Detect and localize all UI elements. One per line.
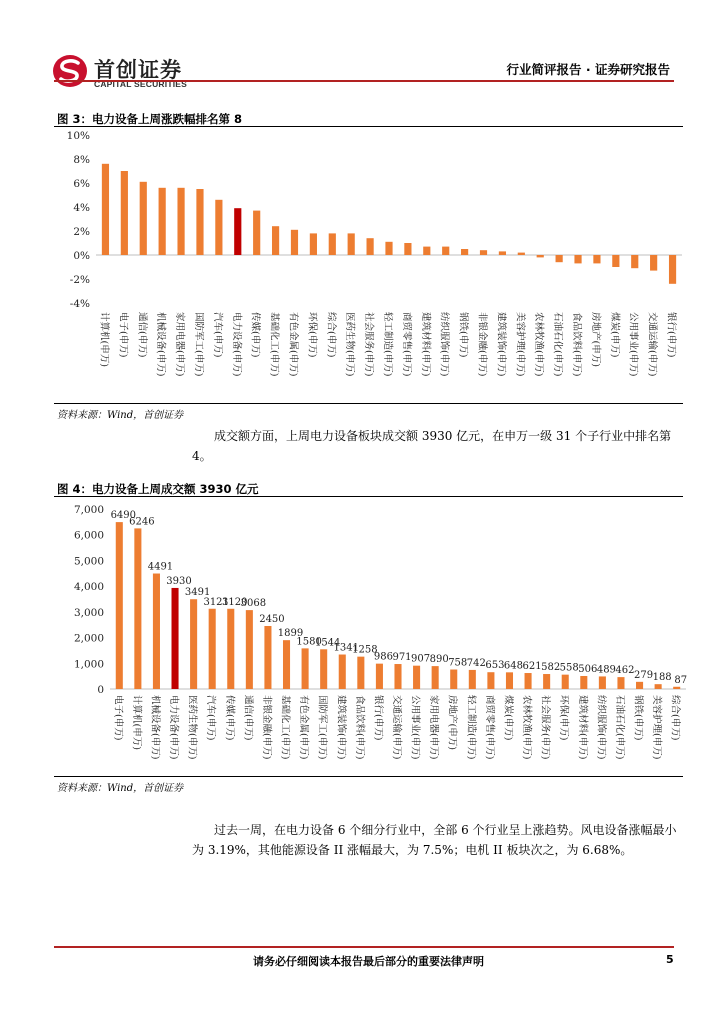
bar (394, 664, 401, 689)
category-label: 机械设备(申万) (149, 695, 161, 760)
data-label: 6490 (110, 510, 137, 522)
figure4-bottom-rule (54, 776, 683, 777)
category-label: 计算机(申万) (130, 695, 142, 750)
category-label: 通信(申万) (136, 312, 148, 358)
brand-name: 首创证券 (94, 58, 182, 82)
category-label: 商贸零售(申万) (400, 312, 412, 377)
bar (562, 675, 569, 689)
category-label: 电子(申万) (112, 695, 124, 741)
brand-sub: CAPITAL SECURITIES (94, 79, 188, 89)
category-label: 建筑材料(申万) (419, 312, 431, 377)
bar (357, 657, 364, 689)
bar (190, 599, 197, 689)
category-label: 食品饮料(申万) (571, 312, 583, 377)
category-label: 公用事业(申万) (627, 312, 639, 377)
bar (537, 255, 544, 257)
data-label: 971 (392, 652, 412, 664)
bar (291, 230, 298, 255)
bar (339, 655, 346, 689)
category-label: 环保(申万) (306, 312, 318, 358)
bar (469, 670, 476, 689)
category-label: 钢铁(申万) (632, 695, 644, 741)
bar (636, 682, 643, 689)
category-label: 汽车(申万) (211, 312, 223, 358)
data-label: 1544 (314, 637, 341, 649)
page-number: 5 (666, 953, 674, 966)
figure3-title: 图 3：电力设备上周涨跌幅排名第 8 (57, 112, 243, 126)
figure3-chart (54, 126, 684, 404)
category-label: 银行(申万) (665, 312, 677, 358)
y-tick-label: 8% (73, 154, 90, 166)
category-label: 房地产(申万) (589, 312, 601, 367)
data-label: 3930 (166, 575, 192, 587)
category-label: 有色金属(申万) (287, 312, 299, 377)
y-tick-label: 5,000 (73, 555, 104, 568)
category-label: 机械设备(申万) (155, 312, 167, 377)
category-label: 传媒(申万) (249, 312, 261, 358)
data-label: 582 (541, 662, 561, 674)
bar (348, 233, 355, 255)
bar (432, 666, 439, 689)
category-label: 电力设备(申万) (168, 695, 180, 760)
bar (116, 522, 123, 689)
data-label: 3121 (203, 596, 229, 608)
data-label: 489 (596, 664, 616, 676)
bar (599, 676, 606, 689)
brand-logo-icon (52, 54, 88, 88)
data-label: 4491 (147, 561, 174, 573)
bar (310, 233, 317, 255)
category-label: 电力设备(申万) (230, 312, 242, 377)
category-label: 石油石化(申万) (613, 695, 625, 760)
y-tick-label: -2% (69, 274, 90, 286)
bar (487, 672, 494, 689)
category-label: 有色金属(申万) (298, 695, 310, 760)
data-label: 279 (634, 669, 654, 681)
y-tick-label: 4,000 (73, 581, 104, 594)
bar (450, 670, 457, 689)
y-tick-label: 0 (97, 684, 104, 696)
figure3-source: 资料来源：Wind，首创证券 (57, 410, 184, 421)
y-tick-label: 7,000 (73, 504, 104, 516)
bar (283, 640, 290, 689)
bar (404, 243, 411, 255)
data-label: 462 (615, 665, 635, 677)
y-tick-label: 6,000 (73, 529, 104, 542)
y-tick-label: 10% (66, 130, 90, 142)
bar (650, 255, 657, 271)
category-label: 社会服务(申万) (363, 312, 375, 377)
bar (574, 255, 581, 263)
bar (234, 208, 241, 255)
bar (140, 182, 147, 255)
category-label: 医药生物(申万) (186, 695, 198, 760)
category-label: 房地产(申万) (446, 695, 458, 750)
y-tick-label: 2,000 (73, 632, 104, 645)
category-label: 汽车(申万) (205, 695, 217, 741)
bar (442, 247, 449, 255)
bar (102, 164, 109, 255)
bar (329, 233, 336, 255)
data-label: 742 (466, 657, 486, 669)
bar (461, 249, 468, 255)
report-type: 行业简评报告 · 证券研究报告 (506, 62, 670, 77)
y-tick-label: 0% (73, 250, 90, 262)
category-label: 轻工制造(申万) (465, 695, 477, 760)
bar (543, 674, 550, 689)
category-label: 基础化工(申万) (268, 312, 280, 377)
category-label: 农林牧渔(申万) (533, 312, 545, 377)
bar (196, 189, 203, 255)
category-label: 家用电器(申万) (428, 695, 440, 760)
category-label: 国防军工(申万) (192, 312, 204, 377)
category-label: 通信(申万) (242, 695, 254, 741)
bar (209, 609, 216, 689)
category-label: 计算机(申万) (98, 312, 110, 367)
bar (385, 242, 392, 255)
category-label: 环保(申万) (558, 695, 570, 741)
bar (612, 255, 619, 267)
category-label: 美容护理(申万) (651, 695, 663, 760)
category-label: 食品饮料(申万) (353, 695, 365, 760)
bar (253, 211, 260, 255)
bar (172, 588, 179, 689)
category-label: 国防军工(申万) (316, 695, 328, 760)
category-label: 基础化工(申万) (279, 695, 291, 760)
paragraph-turnover: 成交额方面，上周电力设备板块成交额 3930 亿元，在申万一级 31 个子行业中排名第 4。 (192, 429, 672, 463)
category-label: 石油石化(申万) (552, 312, 564, 377)
bar (121, 171, 128, 255)
category-label: 轻工制造(申万) (382, 312, 393, 377)
category-label: 煤炭(申万) (502, 695, 514, 741)
bar (413, 666, 420, 689)
data-label: 558 (559, 662, 579, 674)
y-tick-label: 4% (73, 202, 90, 214)
bar (177, 188, 184, 255)
data-label: 2450 (259, 614, 285, 625)
category-label: 建筑材料(申万) (576, 695, 588, 760)
y-tick-label: 2% (73, 226, 90, 238)
data-label: 1580 (296, 636, 322, 648)
category-label: 煤炭(申万) (608, 312, 620, 358)
data-label: 621 (522, 661, 542, 673)
bar (580, 676, 587, 689)
figure4-source: 资料来源：Wind，首创证券 (57, 783, 184, 794)
bar (367, 238, 374, 255)
y-tick-label: 1,000 (73, 658, 104, 671)
bar (655, 684, 662, 689)
data-label: 188 (652, 672, 672, 684)
footer-divider (54, 946, 674, 948)
category-label: 交通运输(申万) (391, 695, 402, 760)
bar (246, 610, 253, 689)
data-label: 890 (429, 654, 449, 666)
category-label: 医药生物(申万) (344, 312, 356, 377)
data-label: 1899 (277, 628, 304, 640)
bar (593, 255, 600, 263)
figure4-chart (54, 497, 688, 777)
category-label: 家用电器(申万) (174, 312, 186, 377)
bar (556, 255, 563, 262)
data-label: 506 (578, 663, 598, 675)
data-label: 87 (674, 674, 688, 686)
y-tick-label: -4% (69, 298, 90, 310)
y-tick-label: 6% (73, 178, 90, 190)
bar (227, 609, 234, 689)
category-label: 非银金融(申万) (260, 695, 272, 760)
bar (480, 250, 487, 255)
data-label: 758 (448, 657, 468, 669)
header-divider (54, 80, 674, 82)
data-label: 1341 (333, 642, 359, 654)
data-label: 986 (373, 651, 393, 663)
category-label: 建筑装饰(申万) (495, 312, 507, 377)
category-label: 纺织服饰(申万) (438, 312, 450, 377)
bar (631, 255, 638, 268)
bar (423, 247, 430, 255)
category-label: 综合(申万) (325, 312, 337, 358)
y-tick-label: 3,000 (73, 606, 104, 619)
category-label: 社会服务(申万) (539, 695, 551, 760)
data-label: 6246 (129, 516, 155, 528)
data-label: 648 (503, 660, 524, 672)
bar (506, 672, 513, 689)
category-label: 商贸零售(申万) (483, 695, 495, 760)
bar (669, 255, 676, 284)
bar (525, 673, 532, 689)
bar (617, 677, 624, 689)
bar (153, 574, 160, 689)
category-label: 美容护理(申万) (514, 312, 526, 377)
category-label: 综合(申万) (669, 695, 681, 741)
category-label: 交通运输(申万) (646, 312, 658, 377)
category-label: 钢铁(申万) (457, 312, 469, 358)
category-label: 非银金融(申万) (476, 312, 488, 377)
data-label: 907 (411, 653, 431, 665)
footer-disclaimer: 请务必仔细阅读本报告最后部分的重要法律声明 (253, 955, 484, 968)
category-label: 建筑装饰(申万) (335, 695, 347, 760)
category-label: 公用事业(申万) (409, 695, 421, 760)
bar (320, 649, 327, 689)
bar (264, 626, 271, 689)
data-label: 653 (485, 660, 505, 672)
category-label: 银行(申万) (372, 695, 384, 741)
category-label: 电子(申万) (117, 312, 129, 358)
bar (518, 253, 525, 255)
bar (302, 648, 309, 689)
bar (134, 528, 141, 689)
bar (215, 200, 222, 255)
figure3-bottom-rule (54, 403, 683, 404)
bar (272, 226, 279, 255)
data-label: 1258 (352, 644, 378, 656)
category-label: 纺织服饰(申万) (595, 695, 607, 760)
bar (499, 251, 506, 255)
data-label: 3491 (184, 587, 211, 599)
paragraph-subsectors: 过去一周，在电力设备 6 个细分行业中，全部 6 个行业呈上涨趋势。风电设备涨幅最小为 3.19%，其他能源设备 II 涨幅最大，为 7.5%；电机 II 板块次之，为 6.68%。 (192, 823, 677, 857)
category-label: 农林牧渔(申万) (521, 695, 533, 760)
bar (673, 687, 680, 689)
data-label: 3068 (240, 598, 267, 610)
bar (376, 664, 383, 689)
data-label: 3120 (222, 596, 248, 608)
figure4-title: 图 4：电力设备上周成交额 3930 亿元 (57, 482, 259, 496)
category-label: 传媒(申万) (223, 695, 235, 741)
bar (159, 188, 166, 255)
